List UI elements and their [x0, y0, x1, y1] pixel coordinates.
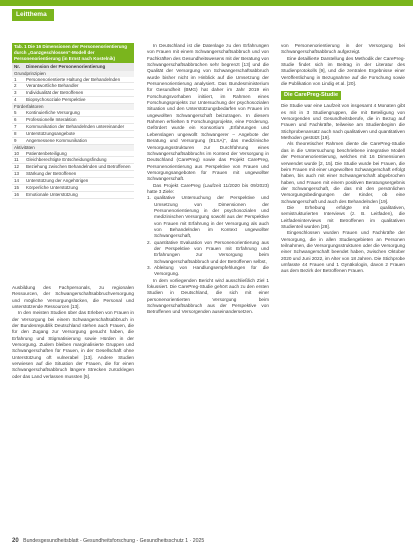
table-row — [12, 117, 134, 124]
table-cell-dimension: Stärkung der Betroffenen — [26, 171, 77, 177]
paragraph: Als theoretischer Rahmen diente die CarePreg-Studie das in die Untersuchung beschriebene integrative Modell der Personenorientierung, welches mit 16 Dimensionen verwendet wurde [2, 15]. Die Studie wurde bei Frauen, die beim Frauen mit einer ungewollten Schwangerschaft erfolgt haben, bis auch mit einer Schwangerschaft abgebrochen haben, und Frauen mit einem positiven Beratungsergebnis der Schwangerschaft, die das mit den persönlichen Versorgungsbedingungen der Kinder, ob eine Schwangerschaft und auch des Behandelnden [19]. — [281, 141, 405, 204]
table-row — [12, 77, 134, 84]
table-row — [12, 192, 134, 199]
table-cell-dimension: Biopsychosoziale Perspektive — [26, 97, 86, 103]
table-row — [12, 171, 134, 178]
table-header — [12, 63, 134, 71]
list-text: Ableitung von Handlungsempfehlungen für die Versorgung. — [154, 265, 269, 277]
table-col-nr: Nr. — [14, 63, 21, 69]
table-cell-nr: 6 — [14, 116, 17, 122]
paragraph: Die Studie war eine Laufzeit von insgesamt 4 Monaten gibt es mit in 3 Studiengruppen, die mit Beteiligung von Versorgenden und Gesundheitsberufe, die in Bezug auf Frauen und Fachkräfte, teilweise am Studienbeginn die Stichprobenansatz auch nach qualitativen und quantitativen Methoden gestützt [19]. — [281, 103, 405, 141]
table-section-label: Grundprinzipien — [12, 71, 134, 77]
table-cell-nr: 2 — [14, 83, 17, 89]
table-cell-nr: 11 — [14, 157, 19, 163]
table-row — [12, 97, 134, 104]
table-cell-dimension: Individualität der Betroffenen — [26, 90, 84, 96]
page-number: 20 — [12, 538, 19, 544]
column-middle — [147, 43, 269, 316]
table-cell-nr: 12 — [14, 164, 20, 170]
paragraph: Ausbildung des Fachpersonals, zu regionalen Ressourcen, der Schwangerschaftsabbruchversorgung und mögliche Versorgungslücken, die Personal und unterstützende Ressourcen [13]. — [12, 285, 134, 310]
table-cell-nr: 4 — [14, 97, 17, 103]
table-cell-nr: 10 — [14, 150, 20, 156]
table-cell-dimension: Angemessene Kommunikation — [26, 137, 88, 143]
paragraph: Die Erhebung erfolgte mit qualitativen, semistrukturierten Interviews (z. B. Leitfaden), die Leitfadeninterviews mit Betroffenen im qualitativen Studienteil wurden [28]. — [281, 204, 405, 229]
table-section-label: Aktivitäten — [12, 145, 134, 151]
top-accent-bar — [0, 0, 413, 6]
table-cell-dimension: Kontinuierliche Versorgung — [26, 110, 80, 116]
paragraph: In dem vorliegenden Bericht wird ausschließlich Ziel 1 fokussiert. Die CarePreg-Studie gehört auch zu den ersten Studien in Deutschland, die sich mit einer personenorientierten Versorgung beim Schwangerschaftsabbruch aus der Perspektive von Betroffenen und Versorgenden auseinandersetzen. — [147, 277, 269, 315]
dimensions-table — [12, 43, 134, 199]
table-cell-nr: 9 — [14, 137, 17, 143]
table-section-label: Förderfaktoren — [12, 104, 134, 110]
table-row — [12, 138, 134, 145]
section-tag: Leitthema — [12, 9, 54, 21]
table-cell-nr: 15 — [14, 185, 20, 191]
table-cell-nr: 14 — [14, 178, 20, 184]
table-cell-dimension: Professionelle Interaktion — [26, 116, 77, 122]
table-cell-dimension: Unterstützungsangebote — [26, 130, 76, 136]
page-footer — [12, 538, 204, 544]
table-cell-dimension: Gleichberechtigte Entscheidungsfindung — [26, 157, 107, 163]
table-row — [12, 83, 134, 90]
paragraph: In Deutschland ist die Datenlage zu den Erfahrungen von Frauen mit einem Schwangerschaftsabbruch und von Fachkräften des Gesundheitswesens mit der Beratung von Schwangerschaftsabbrüchen sehr begrenzt [13] und die Qualität der Versorgung von Schwangerschaftsabbruch wurde bisher nicht im Hinblick auf die Umsetzung der Personenorientierung analysiert. Das Bundesministerium für Gesundheit (BMG) hat daher im Jahr 2019 ein Forschungsvorhaben initiiert, im Rahmen eines Forschungsprojekts zur Untersuchung der psychosozialen Situation und den Unterstützungsbedarfen von Frauen im ungewollten Schwangerschaft beizutragen. In diesem Rahmen erhielten 5 Forschungsprojekte, eine Förderung. Gefördert wurde ein Konsortium „Erfahrungen und Lebenslagen ungewollt Schwangerer – Angebote der Beratung und Versorgung (ELSA)“, das medizinische Versorgungsstrukturen zur Durchführung eines Schwangerschaftsabbruchs im Kontext der Versorgung in Deutschland (CarePreg) sowie das Projekt CarePreg, Personenorientierung aus Perspektive von Frauen und Versorgungsangeboten für Frauen mit ungewollter Schwangerschaft. — [147, 43, 269, 182]
paragraph: Eine detaillierte Darstellung des Methodik der CarePreg-Studie findet sich im Beitrag in der Literatur des Studienprotokolls [9], und die zentralen Ergebnisse einer Veröffentlichung in Bezugnahme auf die Forschung sowie die Publikation von Lindig et al. [20]. — [281, 55, 405, 87]
paragraph: In den meisten Studien über das Erleben von Frauen in der Versorgung bei einem Schwangerschaftsabbruch in der Bundesrepublik Deutschland stehen auch Frauen, die für den Zugang zur Versorgung gesucht haben, die Erfahrung und Stigmatisierung sowie Hürden in der Versorgung. Zudem bleiben marginalisierte Gruppen und Schwangerschaften für Frauen, in der Gesellschaft ohne Unterstützung oft vulnerabel [13]. Andere Studien verwiesen auf die Situation der Frauen, die für einen Schwangerschaftsabbruch längere Strecken zurücklegen oder das Land verlassen mussten [5]. — [12, 310, 134, 379]
list-number: 2. — [147, 239, 151, 245]
list-number: 1. — [147, 195, 151, 201]
list-text: quantitative Evaluation von Personenorientierung aus der Perspektive von Frauen mit Erfahrung und Erfahrungen zur Versorgung beim Schwangerschaftsabbruch und der Betroffenen selbst, — [154, 239, 269, 264]
list-item — [147, 265, 269, 278]
table-row — [12, 110, 134, 117]
table-cell-nr: 3 — [14, 90, 17, 96]
paragraph: Das Projekt CarePreg (Laufzeit 11/2020 bis 09/2023) hatte 3 Ziele: — [147, 182, 269, 194]
list-number: 3. — [147, 265, 151, 271]
table-row — [12, 164, 134, 171]
table-cell-dimension: Unterstützung der Angehörigen — [26, 178, 89, 184]
table-row — [12, 157, 134, 164]
table-row — [12, 185, 134, 192]
table-body — [12, 71, 134, 199]
table-row — [12, 124, 134, 131]
table-row — [12, 178, 134, 185]
table-cell-dimension: Personenorientierte Haltung der Behandelnden — [26, 76, 121, 82]
list-item — [147, 240, 269, 265]
paragraph: Eingeschlossen wurden Frauen und Fachkräfte der Versorgung, die in allen Studiengebieten an Personen teilnahmen, die Versorgungsstrukturen oder die Versorgung einer Schwangerschaft beendet haben, zwischen Oktober 2020 und Juni 2022, im Alter von 18 Jahren. Die Stichprobe umfasste 44 Frauen und 1 Gynäkologin, davon 2 Frauen aus dem Bezirk der Betroffenen Frauen. — [281, 230, 405, 274]
table-cell-dimension: Beziehung zwischen Behandelnden und Betroffenen — [26, 164, 131, 170]
table-cell-dimension: Kommunikation der Behandelnden untereinander — [26, 123, 125, 129]
table-cell-dimension: Emotionale Unterstützung — [26, 191, 78, 197]
table-cell-nr: 8 — [14, 130, 17, 136]
column-left — [12, 285, 134, 380]
table-cell-dimension: Verantwortliche Behandler — [26, 83, 79, 89]
table-col-dimension: Dimension der Personenorientierung — [26, 63, 106, 69]
aims-list — [147, 195, 269, 277]
journal-name: Bundesgesundheitsblatt - Gesundheitsforschung - Gesundheitsschutz 1 · 2025 — [23, 538, 205, 544]
list-text: qualitative Untersuchung der Perspektive und Umsetzung von Dimensionen der Personenorientierung in der psychosozialen und medizinischen Versorgung sowohl aus der Perspektive von Frauen mit Erfahrung in der Versorgung als auch von Behandelnden im Kontext ungewollter Schwangerschaft, — [154, 195, 269, 239]
list-item — [147, 195, 269, 239]
table-cell-nr: 16 — [14, 191, 20, 197]
table-cell-nr: 5 — [14, 110, 17, 116]
table-row — [12, 90, 134, 97]
table-row — [12, 131, 134, 138]
table-cell-nr: 13 — [14, 171, 20, 177]
table-title: Tab. 1 Die 16 Dimensionen der Personenorientierung durch „Ganzgeschlossen“-Modell der Personenorientierung (in Ernst nach Kostelnik) — [12, 43, 134, 63]
column-right — [281, 43, 405, 275]
table-cell-nr: 7 — [14, 123, 17, 129]
table-row — [12, 151, 134, 158]
paragraph: von Personenorientierung in der Versorgung bei Schwangerschaftsabbruch aufgezeigt. — [281, 43, 405, 55]
table-cell-dimension: Körperliche Unterstützung — [26, 185, 79, 191]
table-cell-nr: 1 — [14, 76, 17, 82]
table-cell-dimension: Patientenbeteiligung — [26, 150, 67, 156]
section-heading: Die CarePreg-Studie — [281, 91, 341, 100]
